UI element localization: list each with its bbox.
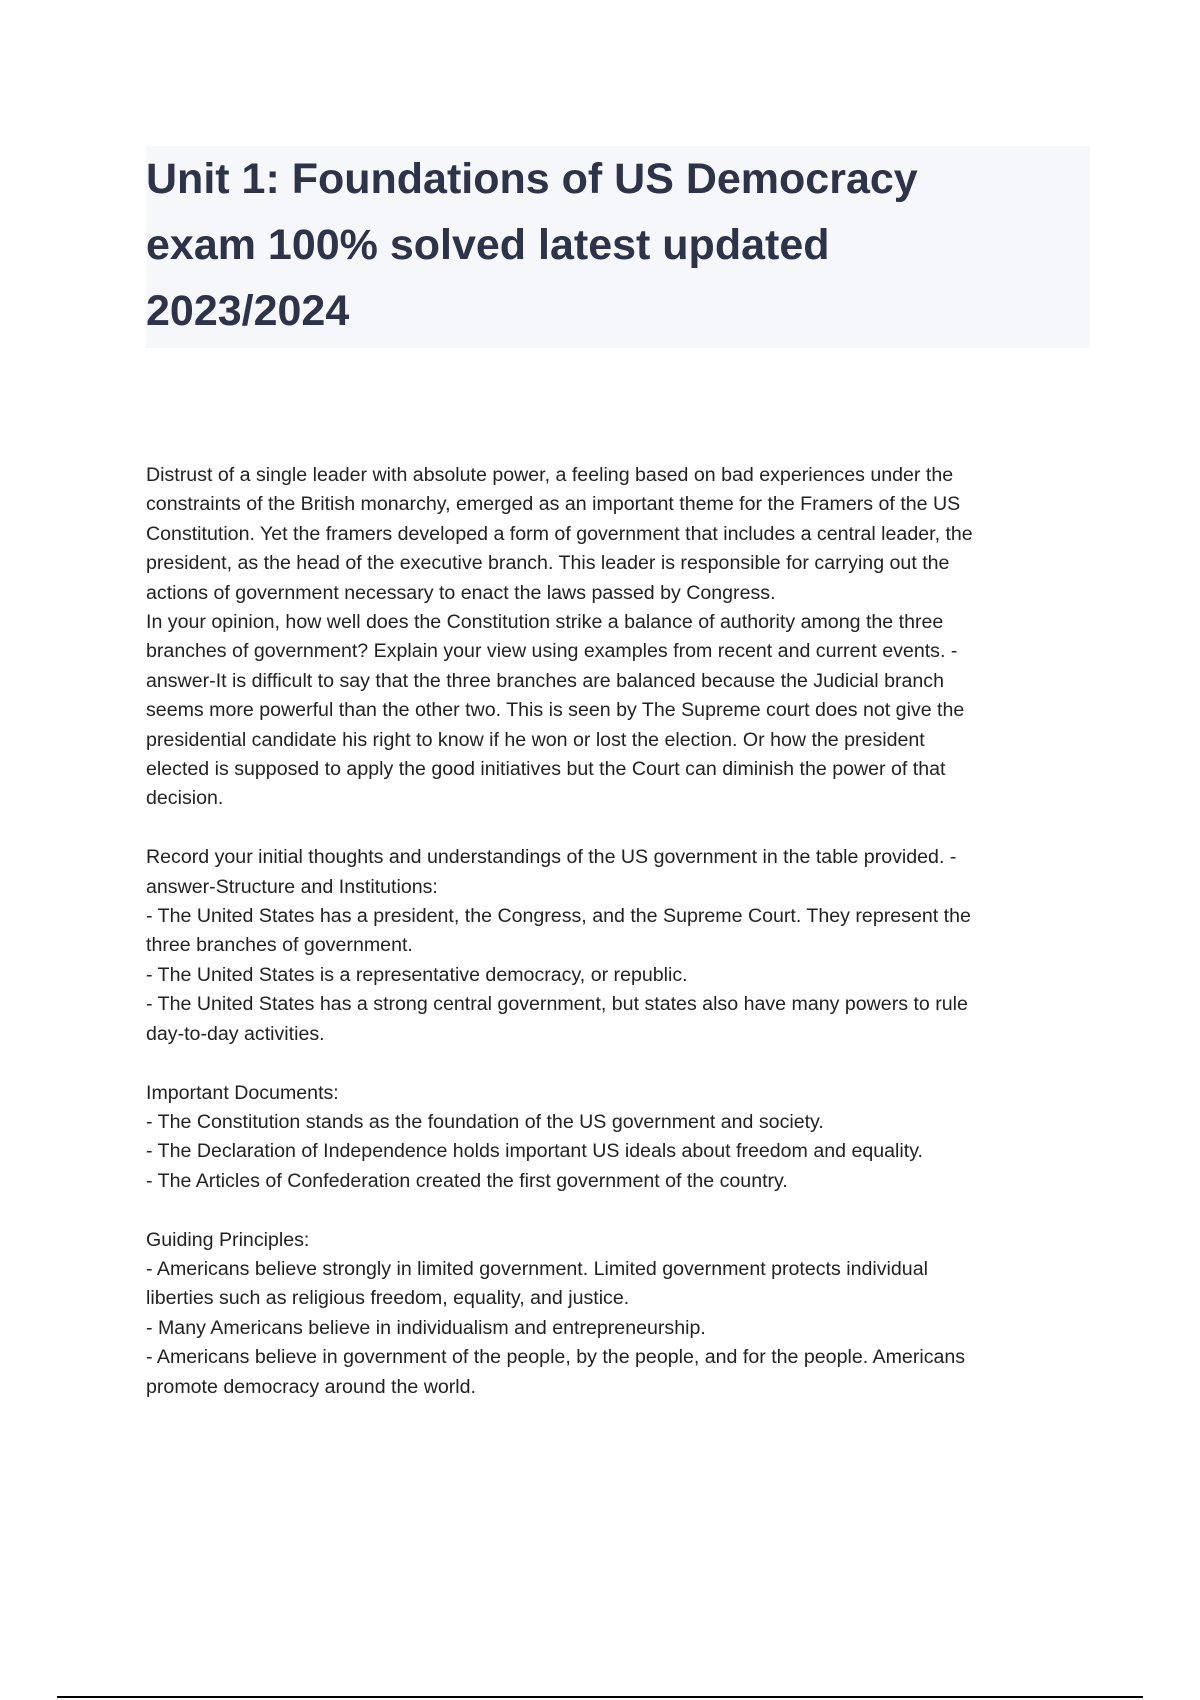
text-line: answer-It is difficult to say that the three branches are balanced because the Judicial branch — [146, 669, 945, 692]
text-line: - The United States has a president, the Congress, and the Supreme Court. They represent the — [146, 905, 971, 928]
text-line: - The Articles of Confederation created the first government of the country. — [146, 1169, 788, 1192]
text-line: - The Declaration of Independence holds important US ideals about freedom and equality. — [146, 1140, 923, 1163]
intro-paragraph — [146, 461, 1086, 814]
text-line: three branches of government. — [146, 934, 413, 957]
record-paragraph — [146, 843, 1086, 1049]
title-block — [146, 146, 1090, 348]
text-line: seems more powerful than the other two. This is seen by The Supreme court does not give the — [146, 699, 965, 722]
title-line: exam 100% solved latest updated — [146, 221, 830, 269]
paragraph-gap — [146, 814, 1086, 843]
text-line: promote democracy around the world. — [146, 1375, 476, 1398]
footer-divider — [57, 1696, 1143, 1698]
text-line: - Americans believe in government of the people, by the people, and for the people. Americans — [146, 1346, 966, 1369]
documents-paragraph — [146, 1079, 1086, 1197]
document-body — [146, 461, 1086, 1402]
text-line: Constitution. Yet the framers developed a form of government that includes a central leader, the — [146, 522, 973, 545]
text-line: - The Constitution stands as the foundation of the US government and society. — [146, 1110, 824, 1133]
text-line: In your opinion, how well does the Constitution strike a balance of authority among the three — [146, 611, 944, 634]
text-line: actions of government necessary to enact the laws passed by Congress. — [146, 581, 776, 604]
document-title — [146, 146, 1046, 344]
text-line: elected is supposed to apply the good initiatives but the Court can diminish the power of that — [146, 758, 946, 781]
title-line: 2023/2024 — [146, 287, 350, 335]
text-line: - Americans believe strongly in limited government. Limited government protects individual — [146, 1257, 928, 1280]
text-line: - Many Americans believe in individualism and entrepreneurship. — [146, 1316, 706, 1339]
paragraph-gap — [146, 1049, 1086, 1078]
text-line: Guiding Principles: — [146, 1228, 310, 1251]
title-line: Unit 1: Foundations of US Democracy — [146, 155, 918, 203]
text-line: Important Documents: — [146, 1081, 339, 1104]
principles-paragraph — [146, 1226, 1086, 1402]
paragraph-gap — [146, 1196, 1086, 1225]
text-line: - The United States is a representative democracy, or republic. — [146, 963, 688, 986]
text-line: decision. — [146, 787, 224, 810]
text-line: constraints of the British monarchy, emerged as an important theme for the Framers of the US — [146, 493, 961, 516]
text-line: presidential candidate his right to know if he won or lost the election. Or how the president — [146, 728, 925, 751]
text-line: - The United States has a strong central government, but states also have many powers to rule — [146, 993, 968, 1016]
text-line: answer-Structure and Institutions: — [146, 875, 438, 898]
text-line: branches of government? Explain your view using examples from recent and current events. - — [146, 640, 958, 663]
text-line: Distrust of a single leader with absolute power, a feeling based on bad experiences under the — [146, 464, 954, 486]
text-line: president, as the head of the executive branch. This leader is responsible for carrying out the — [146, 552, 950, 575]
text-line: day-to-day activities. — [146, 1022, 325, 1045]
text-line: Record your initial thoughts and understandings of the US government in the table provided. - — [146, 846, 957, 869]
text-line: liberties such as religious freedom, equality, and justice. — [146, 1287, 630, 1310]
